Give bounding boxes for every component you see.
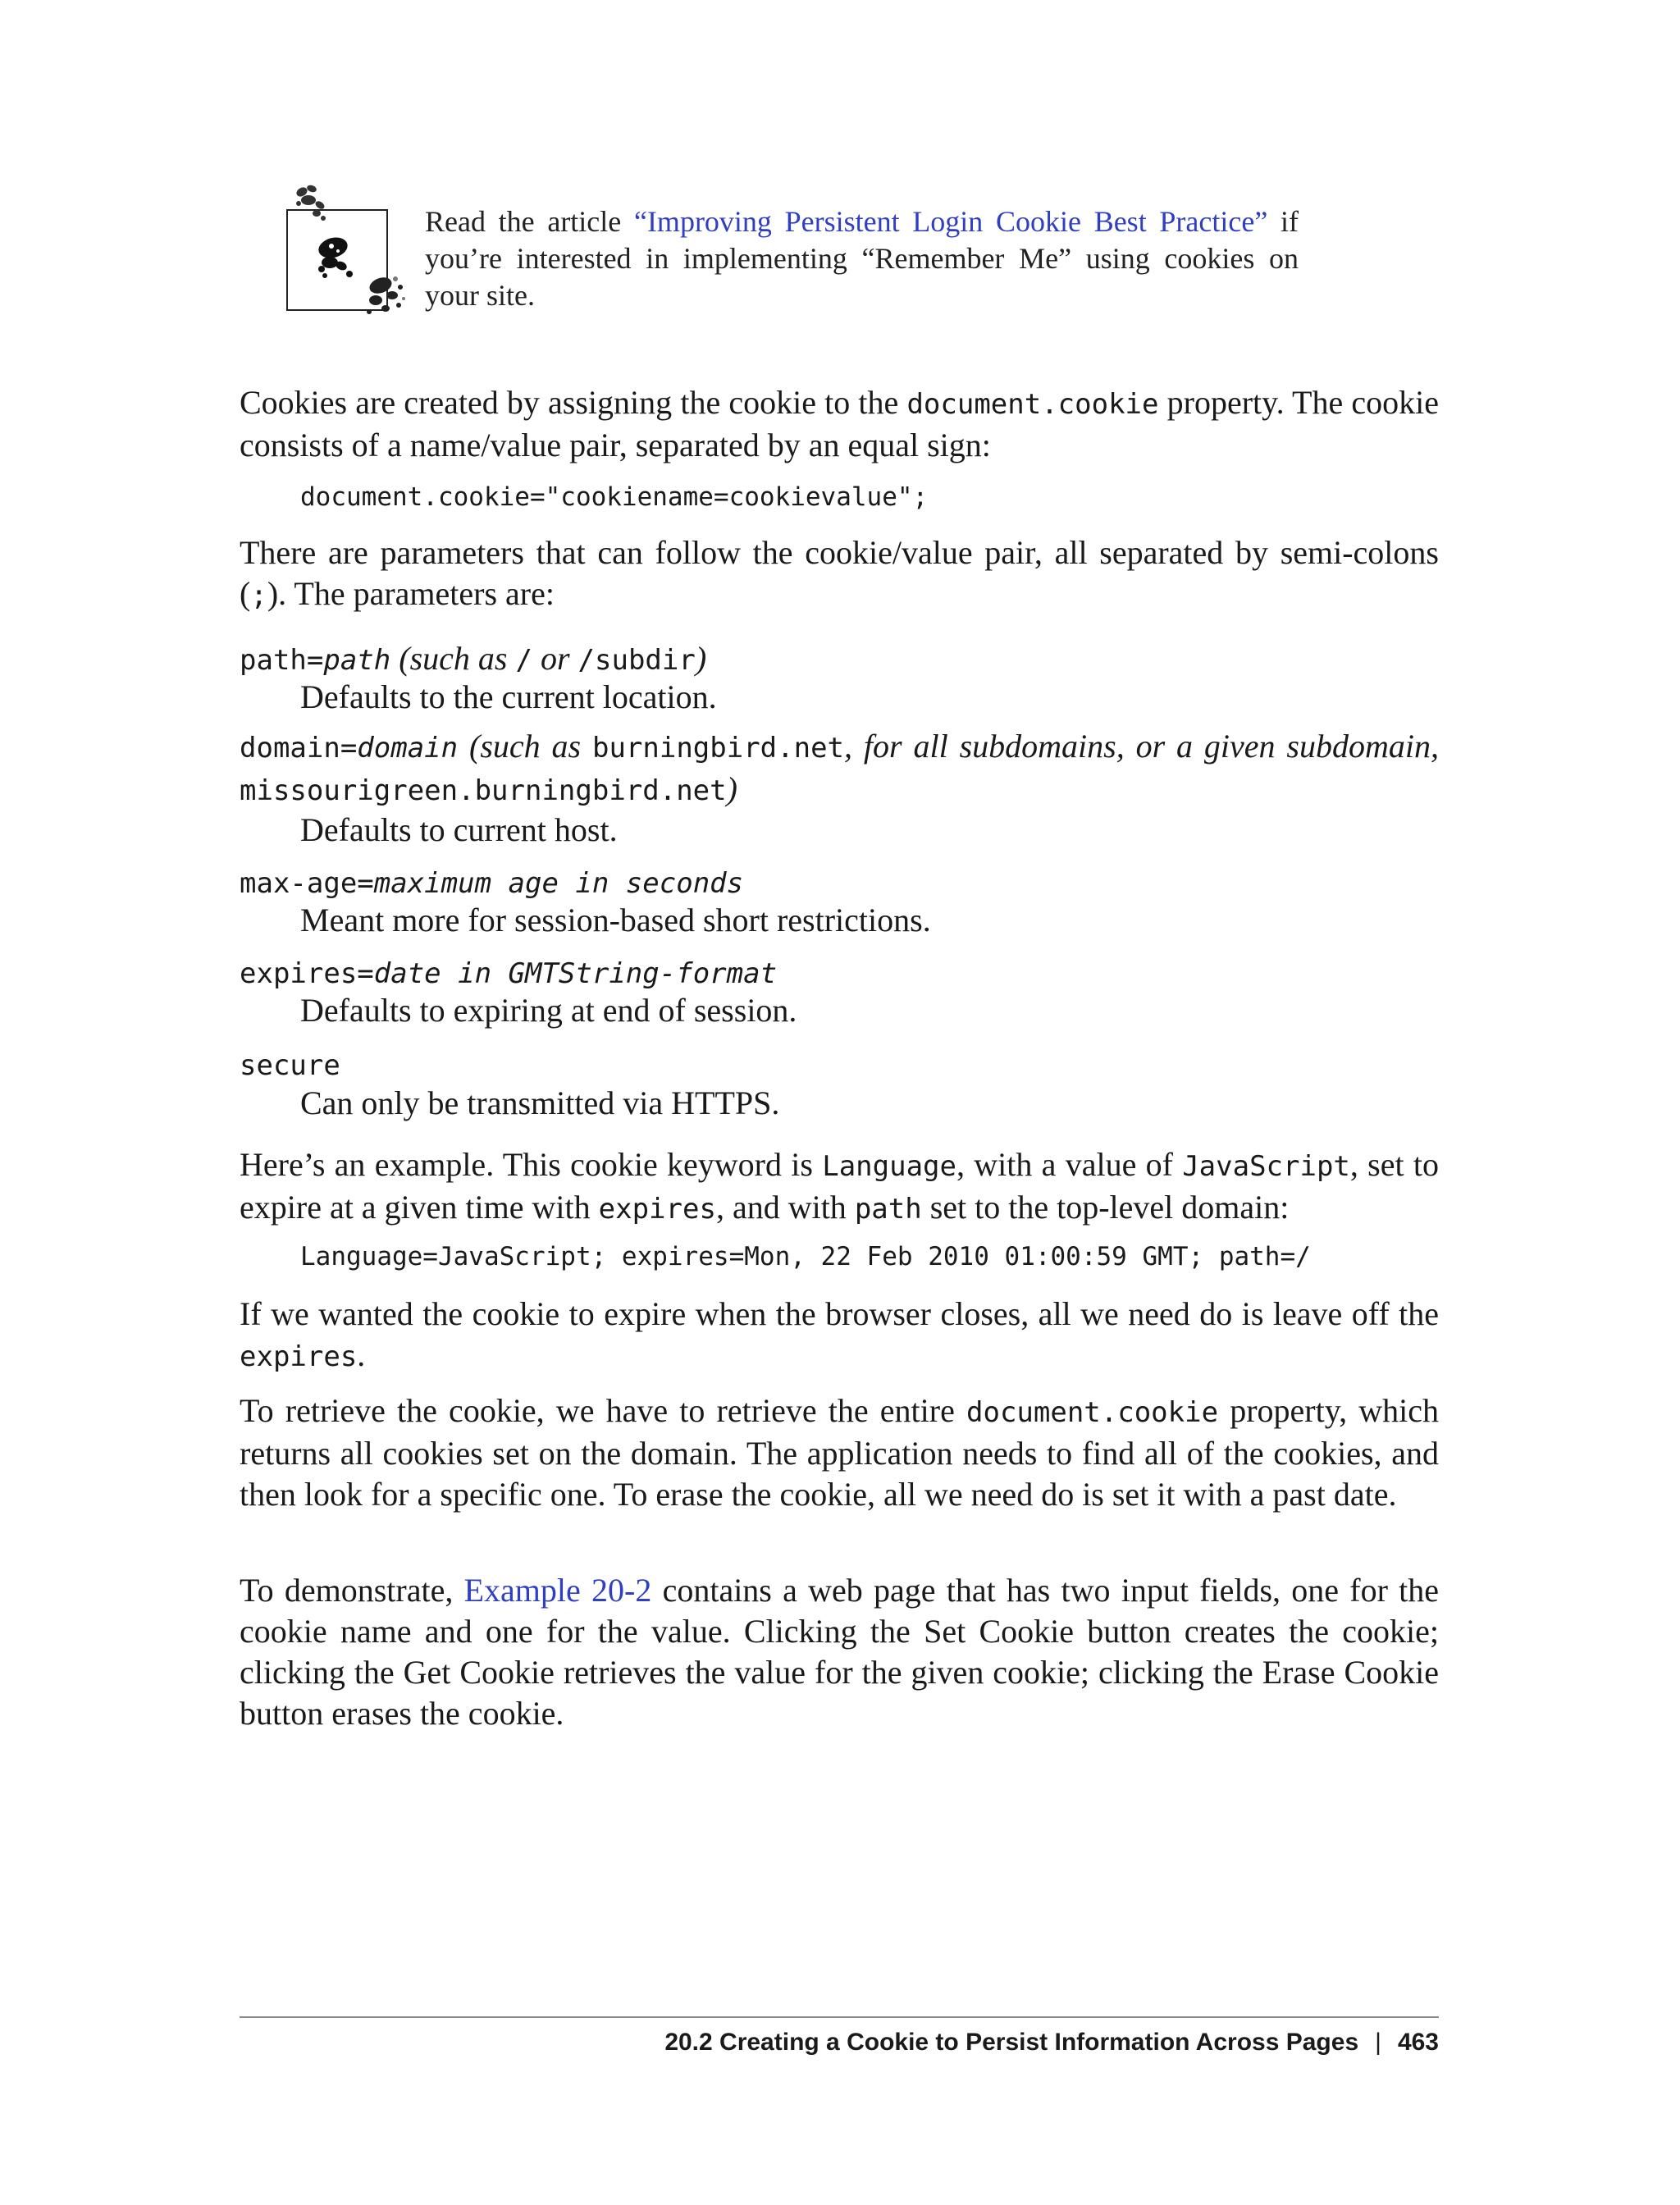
inline-code: / — [515, 644, 532, 677]
example-link[interactable]: Example 20-2 — [463, 1572, 652, 1609]
parameter-name: path= — [240, 644, 324, 677]
inline-code: document.cookie — [906, 388, 1159, 421]
parameter-note: ) — [695, 640, 707, 677]
parameter-definition: Defaults to expiring at end of session. — [300, 992, 797, 1029]
parameter-placeholder: date in GMTString-format — [373, 957, 778, 990]
footer-rule — [240, 2016, 1439, 2018]
inline-code: ; — [250, 579, 267, 612]
parameter-note: (such as — [458, 728, 592, 765]
inline-code: burningbird.net — [591, 732, 845, 765]
parameter-term — [240, 861, 1439, 904]
paragraph-example-intro: Here’s an example. This cookie keyword is Language, with a value of JavaScript, set to expire at a given time with expires, and with path set to the top-level domain: — [240, 1146, 1440, 1226]
parameter-name: secure — [240, 1049, 340, 1082]
inline-code: /subdir — [578, 644, 696, 677]
paragraph-retrieve-cookie: To retrieve the cookie, we have to retrieve the entire document.cookie property, which returns all cookies set on the domain. The application needs to find all of the cookies, and then look for a specific one. To erase the cookie, all we need do is set it with a past date. — [240, 1392, 1439, 1513]
inline-code: missourigreen.burningbird.net — [240, 774, 727, 807]
parameter-placeholder: domain — [357, 732, 459, 765]
inline-code: JavaScript — [1182, 1150, 1350, 1183]
paragraph-expire-on-close: If we wanted the cookie to expire when the browser closes, all we need do is leave off the expires. — [240, 1295, 1439, 1373]
inline-code: expires — [598, 1193, 716, 1226]
tip-block — [284, 180, 1309, 320]
parameter-definition: Meant more for session-based short restrictions. — [300, 902, 931, 938]
paragraph-parameters-intro: There are parameters that can follow the cookie/value pair, all separated by semi-colons (;). The parameters are: — [240, 534, 1439, 612]
parameter-definition: Defaults to current host. — [300, 811, 618, 848]
inline-code: path — [854, 1193, 922, 1226]
footer-section-title: 20.2 Creating a Cookie to Persist Information Across Pages — [664, 2029, 1359, 2056]
footer-separator: | — [1375, 2029, 1381, 2056]
parameter-placeholder: path — [323, 644, 391, 677]
code-example-cookie-assignment: document.cookie="cookiename=cookievalue"; — [300, 482, 929, 512]
page-number: 463 — [1397, 2029, 1439, 2056]
inline-code: Language — [822, 1150, 956, 1183]
tip-text-after: if you’re interested in implementing “Remember Me” using cookies on your site. — [425, 205, 1299, 312]
inline-code: document.cookie — [966, 1396, 1219, 1429]
code-example-language-cookie: Language=JavaScript; expires=Mon, 22 Feb 2010 01:00:59 GMT; path=/ — [300, 1242, 1311, 1271]
parameter-note: (such as — [390, 640, 516, 677]
paragraph-demonstrate: To demonstrate, Example 20-2 contains a web page that has two input fields, one for the cookie name and one for the value. Clicking the Set Cookie button creates the cookie; clicking the Get Cookie retrieves the value for the given cookie; clicking the Erase Cookie button erases the cookie. — [240, 1572, 1440, 1732]
parameter-term — [240, 1043, 1439, 1086]
parameter-note: ) — [726, 770, 737, 807]
critter-tip-icon — [284, 180, 415, 320]
parameter-definition: Defaults to the current location. — [300, 678, 717, 715]
tip-text-before: Read the article — [425, 205, 634, 238]
paragraph-cookie-creation: Cookies are created by assigning the cookie to the document.cookie property. The cookie consists of a name/value pair, separated by an equal sign: — [240, 384, 1439, 463]
parameter-term — [240, 638, 1439, 681]
inline-code: expires — [240, 1340, 358, 1373]
parameter-name: expires= — [240, 957, 374, 990]
parameter-note: or — [532, 640, 578, 677]
parameter-placeholder: maximum age in seconds — [373, 867, 744, 900]
parameter-note: , for all subdomains, or a given subdomain, — [844, 728, 1439, 765]
article-link[interactable]: “Improving Persistent Login Cookie Best Practice” — [633, 205, 1268, 238]
parameter-name: domain= — [240, 732, 358, 765]
page-footer — [664, 2026, 1439, 2059]
parameter-term — [240, 952, 1439, 994]
parameter-term — [240, 726, 1439, 811]
tip-text — [425, 203, 1299, 314]
parameter-definition: Can only be transmitted via HTTPS. — [300, 1084, 780, 1121]
parameter-name: max-age= — [240, 867, 374, 900]
